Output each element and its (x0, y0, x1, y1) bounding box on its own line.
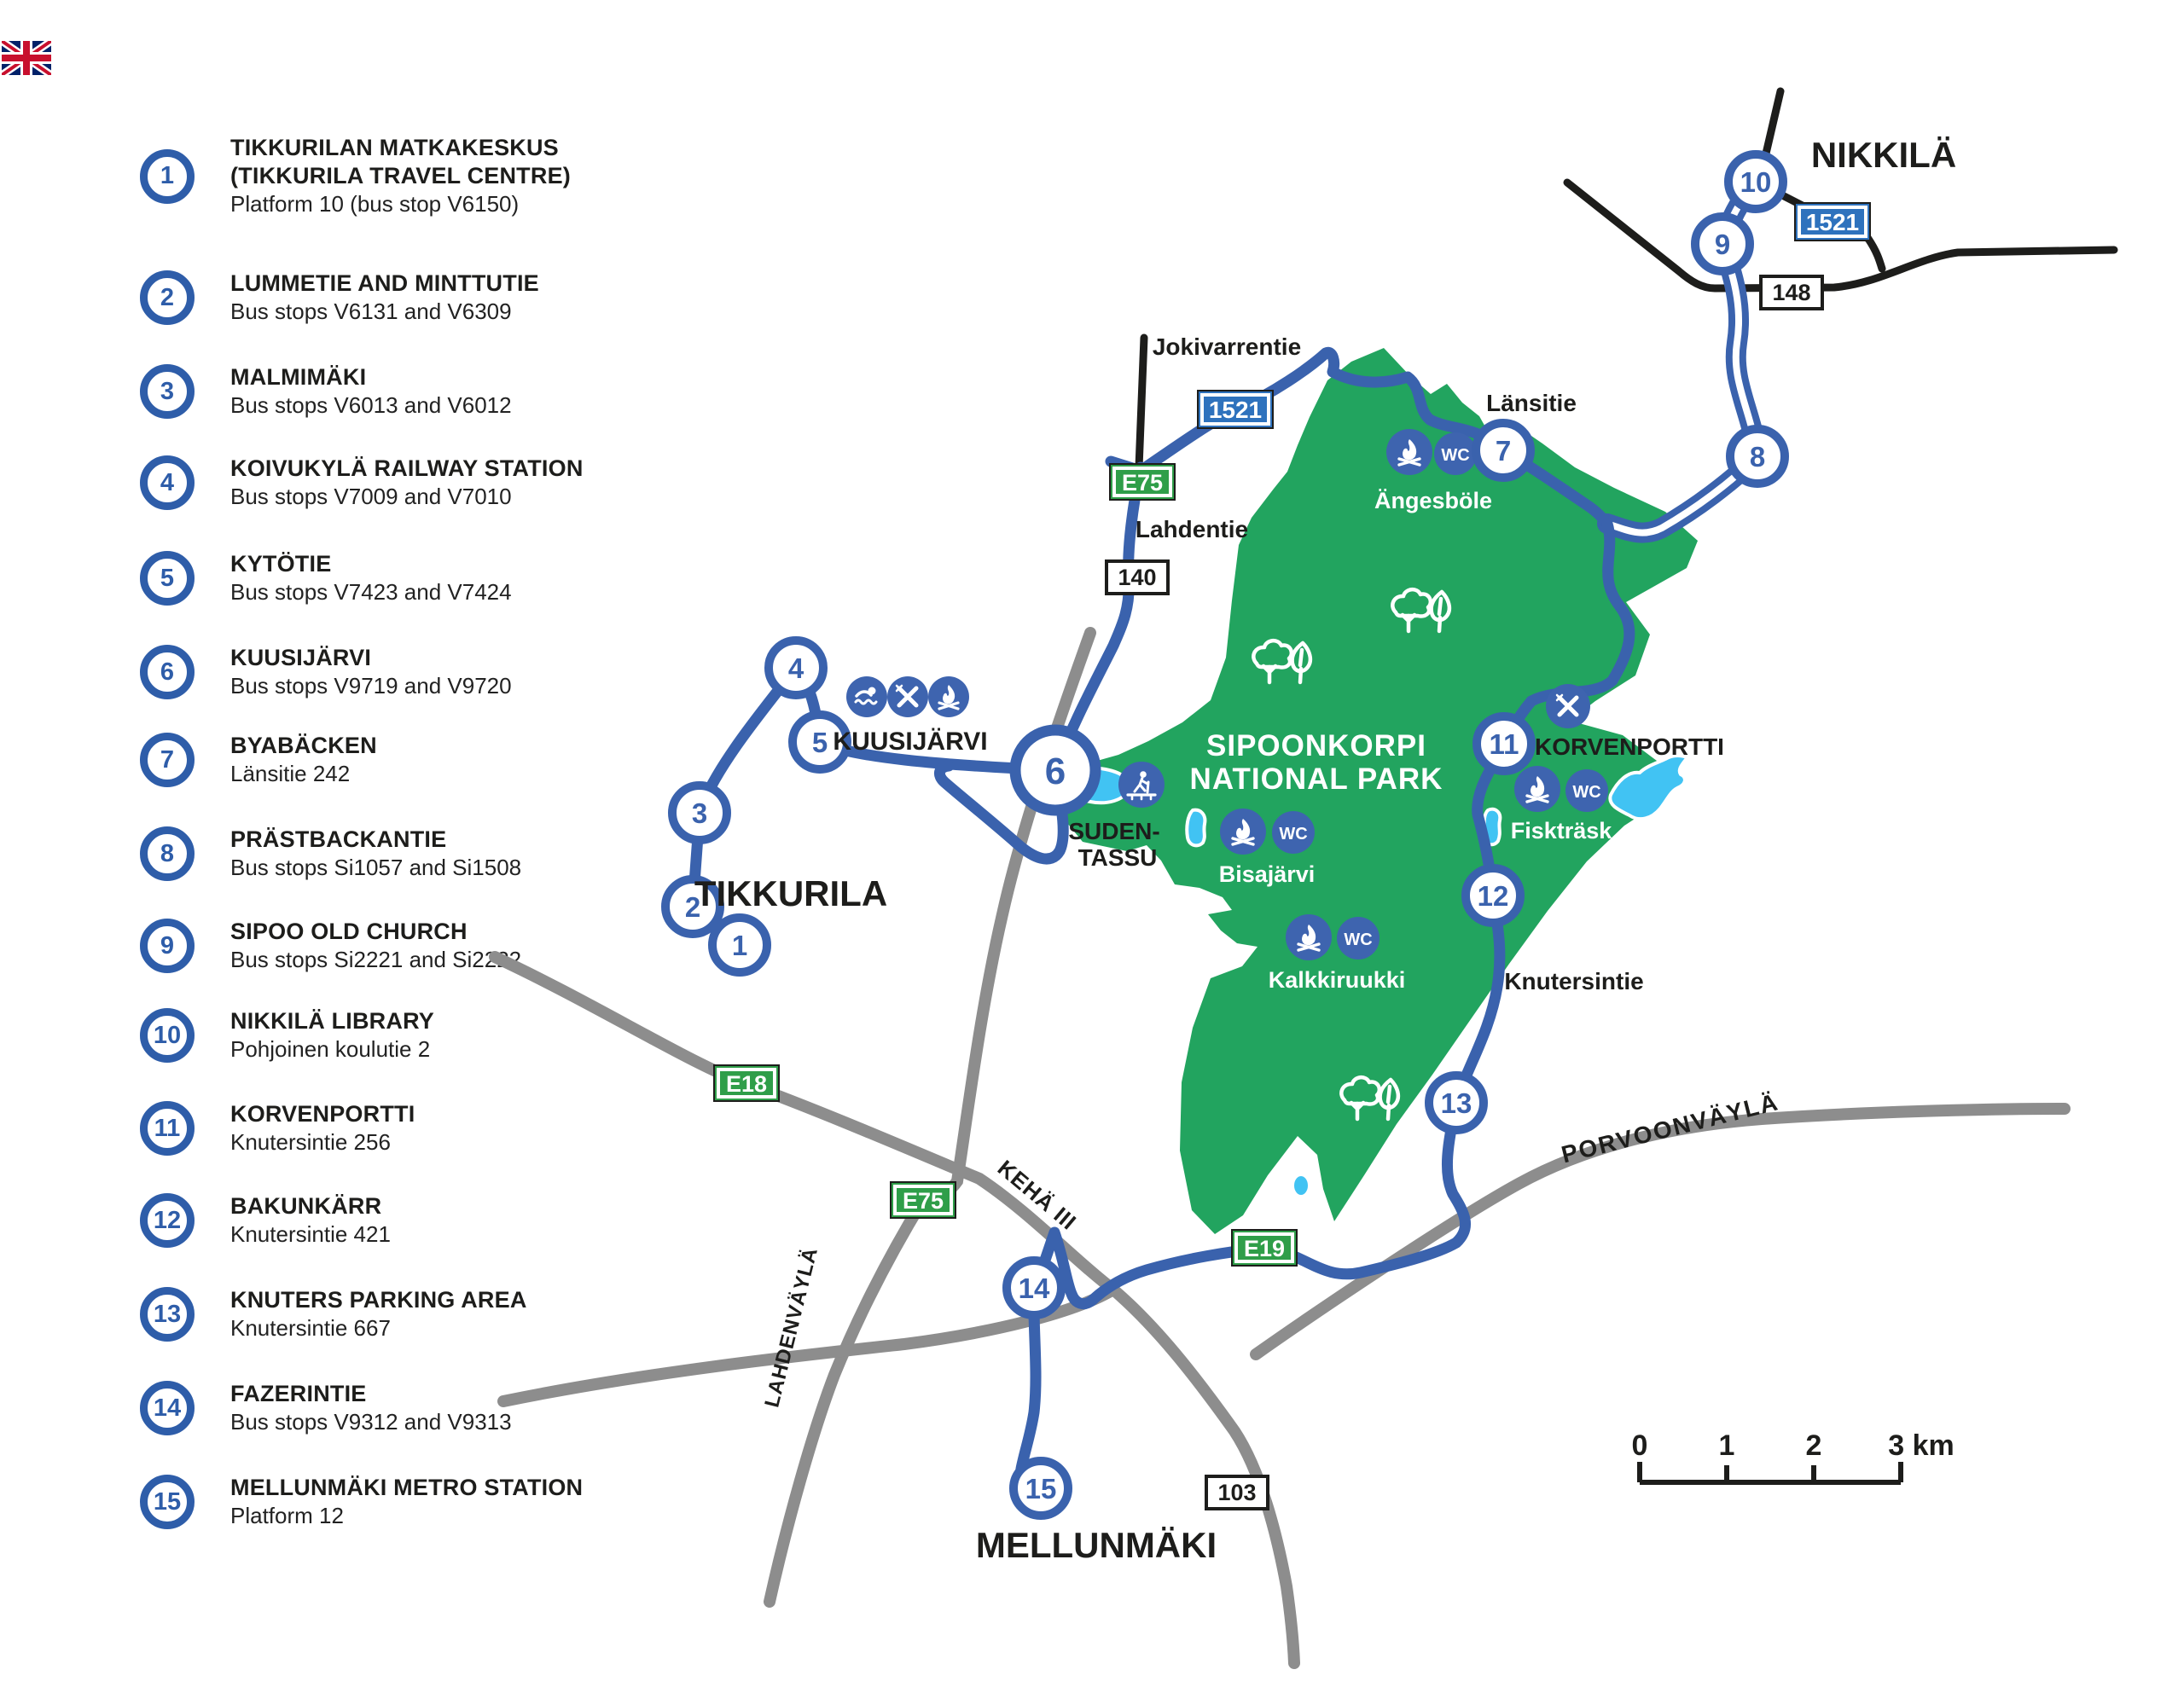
legend-marker-1: 1 (140, 149, 195, 204)
map-marker-13 (1429, 1075, 1484, 1130)
legend-marker-8: 8 (140, 826, 195, 881)
label-kuusijarvi: KUUSIJÄRVI (833, 728, 988, 756)
legend-item-4: 4 KOIVUKYLÄ RAILWAY STATION Bus stops V7009 and V7010 (140, 455, 584, 511)
legend-marker-14: 14 (140, 1381, 195, 1435)
wc-icon (1565, 769, 1608, 812)
map-marker-12 (1466, 868, 1520, 923)
campfire-icon (1514, 766, 1560, 812)
campfire-icon (1286, 914, 1332, 960)
svg-text:14: 14 (1018, 1272, 1050, 1304)
legend-item-6: 6 KUUSIJÄRVI Bus stops V9719 and V9720 (140, 644, 512, 700)
svg-text:1: 1 (1718, 1429, 1735, 1462)
svg-text:5: 5 (811, 727, 828, 758)
map-marker-6 (1015, 730, 1095, 810)
campfire-icon (928, 676, 969, 717)
badge-e75-north (1110, 464, 1175, 500)
lake-bisajarvi (1187, 810, 1205, 846)
legend-item-13: 13 KNUTERS PARKING AREA Knutersintie 667 (140, 1286, 527, 1342)
map-marker-10 (1728, 154, 1783, 209)
wc-icon (1272, 811, 1315, 854)
map-marker-11 (1477, 716, 1531, 771)
legend-item-11: 11 KORVENPORTTI Knutersintie 256 (140, 1100, 415, 1157)
restaurant-icon (887, 676, 928, 717)
map-marker-8 (1730, 429, 1785, 484)
legend-marker-11: 11 (140, 1101, 195, 1156)
label-lansitie: Länsitie (1486, 390, 1577, 416)
svg-text:7: 7 (1495, 435, 1512, 467)
svg-text:103: 103 (1217, 1480, 1257, 1505)
svg-text:13: 13 (1440, 1087, 1472, 1119)
legend-item-2: 2 LUMMETIE AND MINTTUTIE Bus stops V6131 and V6309 (140, 270, 539, 326)
svg-text:WC: WC (1441, 446, 1470, 465)
legend-marker-12: 12 (140, 1193, 195, 1248)
label-mellunmaki: MELLUNMÄKI (975, 1525, 1217, 1565)
wc-icon (1337, 917, 1380, 959)
map-marker-1 (712, 918, 767, 972)
road-lahdentie (1139, 338, 1144, 467)
map-marker-7 (1476, 423, 1531, 478)
swimming-icon (846, 676, 887, 717)
svg-text:1521: 1521 (1805, 209, 1860, 235)
legend-marker-3: 3 (140, 364, 195, 419)
badge-e19 (1232, 1230, 1297, 1266)
legend-title: TIKKURILAN MATKAKESKUS (230, 135, 559, 160)
hiking-boardwalk-icon (1118, 762, 1165, 808)
badge-1521-west (1198, 391, 1273, 428)
map-marker-4 (769, 641, 823, 695)
svg-text:140: 140 (1118, 565, 1157, 590)
svg-text:15: 15 (1025, 1473, 1057, 1504)
svg-text:6: 6 (1044, 751, 1066, 792)
svg-text:1521: 1521 (1208, 397, 1263, 423)
label-jokivarrentie: Jokivarrentie (1152, 333, 1302, 360)
legend-marker-7: 7 (140, 733, 195, 787)
svg-text:E19: E19 (1243, 1236, 1286, 1261)
map-marker-9 (1695, 217, 1750, 271)
svg-text:8: 8 (1749, 441, 1766, 472)
route-lahdentie (1055, 467, 1141, 770)
wc-icon (1434, 432, 1477, 475)
map-marker-15 (1014, 1461, 1068, 1516)
svg-text:WC: WC (1344, 930, 1373, 949)
legend-marker-13: 13 (140, 1287, 195, 1342)
svg-text:3 km: 3 km (1888, 1429, 1955, 1462)
label-korvenportti: KORVENPORTTI (1535, 733, 1724, 760)
svg-text:WC: WC (1279, 825, 1308, 844)
label-knutersintie: Knutersintie (1504, 968, 1644, 994)
legend-item-5: 5 KYTÖTIE Bus stops V7423 and V7424 (140, 550, 512, 606)
map-marker-3 (672, 786, 727, 840)
label-park-title-2: NATIONAL PARK (1189, 762, 1443, 796)
legend-marker-9: 9 (140, 919, 195, 973)
label-keha3: KEHÄ III (992, 1155, 1082, 1236)
label-tikkurila: TIKKURILA (694, 873, 888, 913)
legend-item-9: 9 SIPOO OLD CHURCH Bus stops Si2221 and Si2222 (140, 918, 521, 974)
label-lahdenvayla: LAHDENVÄYLÄ (760, 1244, 823, 1410)
label-fisktrask: Fiskträsk (1510, 818, 1612, 844)
legend-marker-5: 5 (140, 551, 195, 606)
label-sudentassu-2: TASSU (1077, 844, 1158, 871)
label-porvoonvayla: PORVOONVÄYLÄ (1559, 1088, 1782, 1168)
legend-item-10: 10 NIKKILÄ LIBRARY Pohjoinen koulutie 2 (140, 1007, 434, 1064)
label-kalkkiruukki: Kalkkiruukki (1268, 967, 1406, 993)
svg-text:2: 2 (684, 891, 701, 923)
svg-text:1: 1 (731, 930, 748, 961)
legend-marker-2: 2 (140, 270, 195, 325)
label-park-title-1: SIPOONKORPI (1206, 729, 1426, 762)
label-lahdentie: Lahdentie (1135, 516, 1249, 542)
legend-marker-4: 4 (140, 455, 195, 510)
svg-text:10: 10 (1740, 166, 1772, 198)
svg-text:3: 3 (691, 797, 708, 829)
map-marker-14 (1007, 1261, 1061, 1315)
svg-text:0: 0 (1631, 1429, 1648, 1462)
campfire-icon (1386, 429, 1432, 475)
svg-text:E75: E75 (1121, 470, 1164, 496)
black-roads (1139, 91, 2114, 467)
lake-small-south (1292, 1174, 1310, 1197)
legend-subtitle: Platform 10 (bus stop V6150) (230, 191, 520, 217)
badge-103 (1206, 1476, 1268, 1509)
label-angesbole: Ängesböle (1374, 488, 1493, 513)
badge-140 (1107, 561, 1168, 594)
label-sudentassu-1: SUDEN- (1068, 818, 1160, 844)
badge-e75-south (891, 1182, 956, 1218)
svg-text:9: 9 (1714, 229, 1731, 260)
badge-1521-nikkila (1795, 203, 1870, 241)
svg-text:E75: E75 (902, 1188, 944, 1214)
legend-item-14: 14 FAZERINTIE Bus stops V9312 and V9313 (140, 1380, 512, 1436)
badge-148 (1761, 276, 1822, 309)
svg-text:11: 11 (1489, 728, 1519, 760)
svg-text:4: 4 (787, 652, 804, 684)
badge-e18 (714, 1065, 779, 1101)
legend-item-8: 8 PRÄSTBACKANTIE Bus stops Si1057 and Si1508 (140, 826, 521, 882)
legend-title-2: (TIKKURILA TRAVEL CENTRE) (230, 163, 571, 188)
label-bisajarvi: Bisajärvi (1218, 861, 1316, 887)
legend-item-12: 12 BAKUNKÄRR Knutersintie 421 (140, 1192, 391, 1249)
scale-bar (1632, 1429, 1955, 1482)
legend-item-3: 3 MALMIMÄKI Bus stops V6013 and V6012 (140, 363, 512, 420)
svg-text:2: 2 (1805, 1429, 1822, 1462)
svg-text:WC: WC (1572, 783, 1601, 802)
legend-item-7: 7 BYABÄCKEN Länsitie 242 (140, 732, 377, 788)
svg-text:148: 148 (1772, 280, 1811, 305)
campfire-icon (1220, 809, 1266, 855)
label-nikkila: NIKKILÄ (1810, 135, 1957, 175)
svg-text:12: 12 (1477, 880, 1509, 912)
legend-marker-6: 6 (140, 645, 195, 699)
restaurant-icon (1546, 684, 1590, 728)
legend-marker-10: 10 (140, 1008, 195, 1063)
legend-marker-15: 15 (140, 1475, 195, 1529)
legend-item-15: 15 MELLUNMÄKI METRO STATION Platform 12 (140, 1474, 583, 1530)
svg-text:E18: E18 (725, 1071, 768, 1097)
